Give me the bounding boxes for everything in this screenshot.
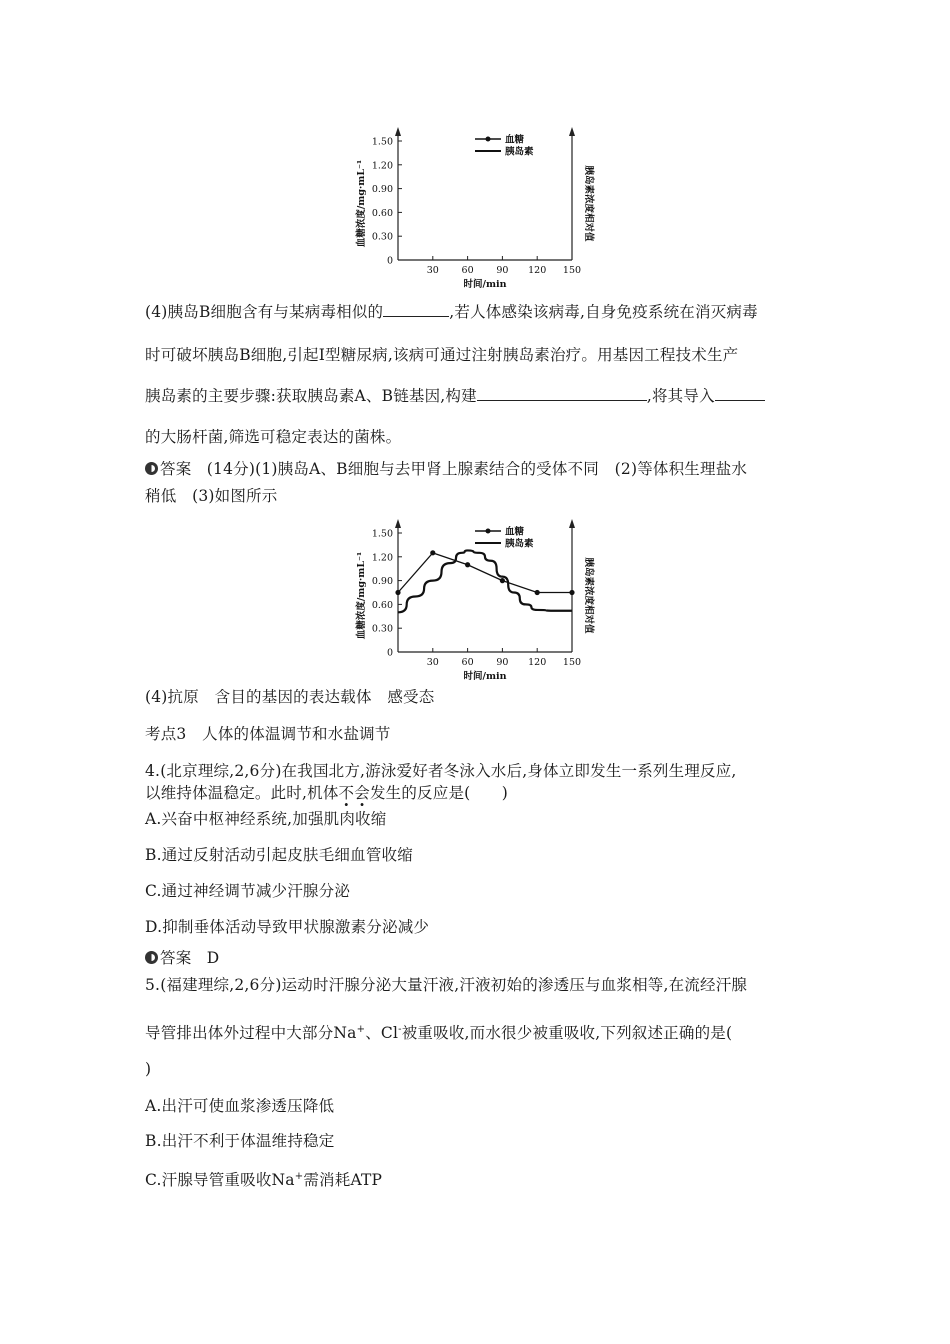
blank-chart [340,115,610,295]
answer-icon [145,951,158,964]
data-point-glucose [535,590,540,595]
y-tick-label: 0.60 [371,599,393,611]
q4b-line-1: 4.(北京理综,2,6分)在我国北方,游泳爱好者冬泳入水后,身体立即发生一系列生理反应, [145,762,737,780]
option-a: A.兴奋中枢神经系统,加强肌肉收缩 [145,810,387,828]
y-tick-label: 0.90 [371,184,393,196]
legend-label: 胰岛素 [505,538,534,550]
answer-blank[interactable] [383,301,449,317]
legend-label: 血糖 [505,526,525,538]
x-axis-label: 时间/min [463,671,507,682]
x-tick-label: 30 [426,265,439,276]
y2-axis-arrow [569,127,575,136]
x-tick-label: 60 [461,657,474,668]
q4-line-2: 时可破坏胰岛B细胞,引起Ⅰ型糖尿病,该病可通过注射胰岛素治疗。用基因工程技术生产 [145,346,739,364]
y-axis-arrow [395,519,401,528]
y-tick-label: 1.50 [371,528,393,540]
q5-line-3: ) [145,1060,152,1078]
y2-axis-label: 胰岛素浓度相对值 [583,165,594,242]
y2-axis-arrow [569,519,575,528]
q5-option-c: C.汗腺导管重吸收Na+需消耗ATP [145,1171,383,1189]
data-point-glucose [569,590,574,595]
legend-label: 胰岛素 [505,146,534,158]
y-tick-label: 0.30 [371,623,393,635]
answer-label: 答案 [160,460,192,478]
data-point-glucose [395,590,400,595]
x-tick-label: 30 [426,657,439,668]
series-line-insulin [398,550,572,612]
x-axis-label: 时间/min [463,279,507,290]
q4-line-3: 胰岛素的主要步骤:获取胰岛素A、B链基因,构建 ,将其导入 [145,385,765,406]
y-axis-label: 血糖浓度/mg·mL⁻¹ [356,159,367,248]
q5-line-1: 5.(福建理综,2,6分)运动时汗腺分泌大量汗液,汗液初始的渗透压与血浆相等,在流经汗腺 [145,976,748,994]
emphasis-char: 会 [354,784,370,802]
data-point-glucose [465,562,470,567]
y-tick-label: 0 [386,647,393,659]
x-tick-label: 150 [562,657,582,668]
legend-label: 血糖 [505,134,525,146]
legend-marker-glucose [486,137,491,142]
y-tick-label: 1.20 [371,160,393,172]
y-tick-label: 0.60 [371,207,393,219]
option-d: D.抑制垂体活动导致甲状腺激素分泌减少 [145,918,430,936]
x-tick-label: 90 [496,657,509,668]
x-tick-label: 120 [528,265,547,276]
answer-block-2 [145,948,219,968]
x-tick-label: 90 [496,265,509,276]
section-title: 考点3 人体的体温调节和水盐调节 [145,725,391,743]
option-c: C.通过神经调节减少汗腺分泌 [145,882,351,900]
q5-option-b: B.出汗不利于体温维持稳定 [145,1132,335,1150]
answer-block-1: 答案 (14分)(1)胰岛A、B细胞与去甲肾上腺素结合的受体不同 (2)等体积生理盐水 [145,459,747,479]
x-tick-label: 150 [562,265,582,276]
answer-blank[interactable] [477,385,647,401]
answer-icon [145,462,158,475]
y2-axis-label: 胰岛素浓度相对值 [583,557,594,634]
answer-line-3: (4)抗原 含目的基因的表达载体 感受态 [145,688,435,706]
y-axis-arrow [395,127,401,136]
y-axis-label: 血糖浓度/mg·mL⁻¹ [356,551,367,640]
q4b-line-2: 以维持体温稳定。此时,机体不会发生的反应是( ) [145,784,509,802]
x-tick-label: 60 [461,265,474,276]
data-point-glucose [500,578,505,583]
q5-option-a: A.出汗可使血浆渗透压降低 [145,1097,335,1115]
option-b: B.通过反射活动引起皮肤毛细血管收缩 [145,846,413,864]
q4-line-1: (4)胰岛B细胞含有与某病毒相似的 ,若人体感染该病毒,自身免疫系统在消灭病毒 [145,303,758,321]
q4-line-4: 的大肠杆菌,筛选可稳定表达的菌株。 [145,428,402,446]
y-tick-label: 1.50 [371,136,393,148]
y-tick-label: 0 [386,255,393,267]
answer-label: 答案 [160,949,192,967]
y-tick-label: 0.90 [371,576,393,588]
answer-blank[interactable] [715,385,765,401]
emphasis-char: 不 [338,784,355,802]
answer-value: D [206,949,220,967]
data-point-glucose [430,550,435,555]
glucose-insulin-chart [340,507,610,687]
q5-line-2: 导管排出体外过程中大部分Na+、Cl-被重吸收,而水很少被重吸收,下列叙述正确的是( [145,1024,733,1042]
y-tick-label: 0.30 [371,231,393,243]
x-tick-label: 120 [528,657,547,668]
y-tick-label: 1.20 [371,552,393,564]
legend-marker-glucose [486,529,491,534]
answer-line-2: 稍低 (3)如图所示 [145,487,278,505]
